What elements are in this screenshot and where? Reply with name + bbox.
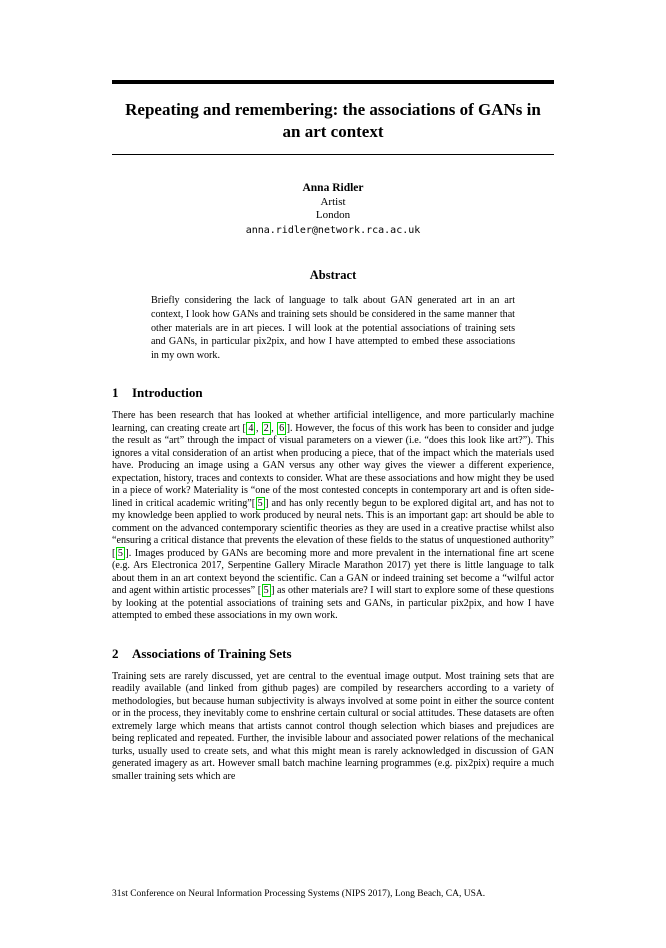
section-title: Introduction: [132, 385, 203, 401]
citation-link[interactable]: 6: [279, 422, 285, 434]
citation-link[interactable]: 4: [248, 422, 254, 434]
citation-link[interactable]: 5: [117, 547, 123, 559]
associations-paragraph: Training sets are rarely discussed, yet are central to the eventual image output. Most training sets that are readily available (and linked from github pages) are compiled by researchers according to a variety of methodologies, but because human subjectivity is always involved at some point in either the source content or in the process, they inevitably come to enshrine certain cultural or social attitudes. These datasets are often extremely large which means that artists cannot control though selection which biases and prejudices are being replicated and repeated. Further, the invisible labour and associated power relations of the mechanical turks, usually used to create sets, and what this might mean is rarely acknowledged in discussion of GAN generated imagery as art. However small batch machine learning programmes (e.g. pix2pix) require a much smaller training sets which are: [112, 670, 554, 782]
author-name: Anna Ridler: [302, 182, 364, 195]
section-number: 1: [112, 385, 119, 401]
citation-link[interactable]: 5: [263, 585, 269, 597]
section-number: 2: [112, 645, 119, 661]
author-role: Artist: [320, 195, 346, 208]
author-email: anna.ridler@network.rca.ac.uk: [245, 224, 421, 236]
title-rule-top: [112, 80, 554, 84]
section-heading-associations: [112, 646, 554, 662]
section-heading-introduction: [112, 385, 554, 401]
title-rule-bottom: [112, 154, 554, 155]
author-location: London: [315, 209, 351, 222]
page-content: [112, 80, 554, 783]
citation-link[interactable]: 5: [257, 497, 263, 509]
section-title: Associations of Training Sets: [132, 645, 292, 661]
citation-link[interactable]: 2: [263, 422, 269, 434]
conference-footer: 31st Conference on Neural Information Processing Systems (NIPS 2017), Long Beach, CA, USA.: [112, 889, 486, 899]
abstract-heading: Abstract: [309, 268, 357, 283]
paper-title: Repeating and remembering: the associations of GANs in an art context: [125, 100, 541, 141]
author-block: [112, 182, 554, 237]
introduction-paragraph: There has been research that has looked at whether artificial intelligence, and more particularly machine learning, can creating create art [ 4 , 2 , 6 ]. However, the focus of this work has been to consider and judge the result as “art” through the impact of visual parameters on a viewer (i.e. “does this look like art?”). This ignores a vital consideration of an artist when producing a piece, that of the impact which the materials used have. Producing an image using a GAN versus any other way gives the viewer a different experience, expectation, history, traces and contexts to consider. What are these associations and how might they be used in a piece of work? Materiality is “one of the most contested concepts in contemporary art and is often side-lined in critical academic writing”[ 5 ] and has only recently begun to be explored digital art, and has not to my knowledge been applied to work produced by neural nets. This is an important gap: art should be able to comment on the advanced contemporary scientific theories as they are used in a creative practise whilst also “ensuring a critical distance that prevents the elevation of these fields to the status of unquestioned authority” [ 5 ]. Images produced by GANs are becoming more and more prevalent in the international fine art scene (e.g. Ars Electronica 2017, Serpentine Gallery Miracle Marathon 2017) yet there is little language to talk about them in an art context beyond the scientific. Can a GAN or indeed training set become a “wilful actor and agent within artistic processes” [ 5 ] as other materials are? I will start to explore some of these questions by looking at the potential associations of training sets and GANs, in particular pix2pix, and how I have attempted to embed these associations in my own work.: [112, 410, 555, 622]
pdf-page: [0, 80, 666, 948]
abstract-text: Briefly considering the lack of language to talk about GAN generated art in an art context, I look how GANs and training sets should be considered in the same manner that other materials are in art pieces. I will look at the potential associations of training sets and GANs, in particular pix2pix, and how I have attempted to embed these associations in my own work.: [151, 295, 515, 361]
